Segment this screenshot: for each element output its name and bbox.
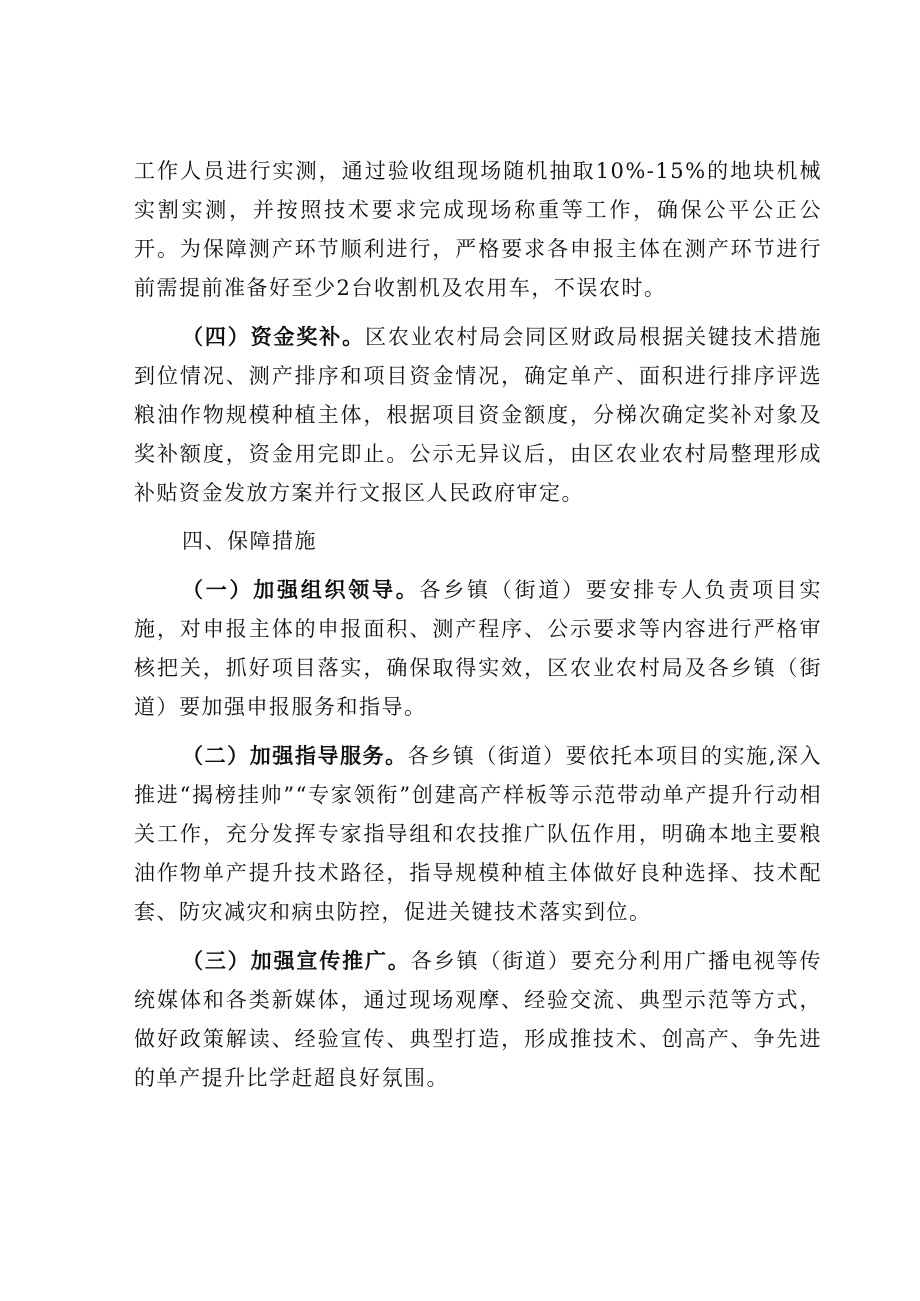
paragraph-text: 各乡镇（街道）要依托本项目的实施,深入推进“揭榜挂帅”“专家领衔”创建高产样板等示范带动单产提升行动相关工作，充分发挥专家指导组和农技推广队伍作用，明确本地主要粮油作物单产提升技术路径，指导规模种植主体做好良种选择、技术配套、防灾减灾和病虫防控，促进关键技术落实到位。 <box>134 744 822 924</box>
paragraph-text: 工作人员进行实测，通过验收组现场随机抽取10%-15%的地块机械实割实测，并按照技术要求完成现场称重等工作，确保公平公正公开。为保障测产环节顺利进行，严格要求各申报主体在测产环节进行前需提前准备好至少2台收割机及农用车，不误农时。 <box>134 159 822 300</box>
paragraph-publicity-promotion <box>134 941 822 1098</box>
paragraph-lead: （一）加强组织领导。 <box>182 577 420 602</box>
paragraph-organization-leadership <box>134 570 822 727</box>
paragraph-testing-continued <box>134 152 822 308</box>
paragraph-lead: （二）加强指导服务。 <box>182 743 408 768</box>
paragraph-text: 区农业农村局会同区财政局根据关键技术措施到位情况、测产排序和项目资金情况，确定单产、面积进行排序评选粮油作物规模种植主体，根据项目资金额度，分梯次确定奖补对象及奖补额度，资金用完即止。公示无异议后，由区农业农村局整理形成补贴资金发放方案并行文报区人民政府审定。 <box>134 325 823 505</box>
paragraph-lead: （三）加强宣传推广。 <box>182 948 411 973</box>
paragraph-guidance-service <box>134 736 822 932</box>
paragraph-text: 各乡镇（街道）要安排专人负责项目实施，对申报主体的申报面积、测产程序、公示要求等内容进行严格审核把关，抓好项目落实，确保取得实效，区农业农村局及各乡镇（街道）要加强申报服务和指导。 <box>134 578 822 719</box>
paragraph-lead: （四）资金奖补。 <box>182 324 365 349</box>
document-body <box>134 152 822 1107</box>
paragraph-text: 各乡镇（街道）要充分利用广播电视等传统媒体和各类新媒体，通过现场观摩、经验交流、典型示范等方式，做好政策解读、经验宣传、典型打造，形成推技术、创高产、争先进的单产提升比学赶超良好氛围。 <box>134 949 822 1090</box>
paragraph-funding-reward <box>134 317 822 513</box>
section-heading-safeguards: 四、保障措施 <box>182 529 317 553</box>
